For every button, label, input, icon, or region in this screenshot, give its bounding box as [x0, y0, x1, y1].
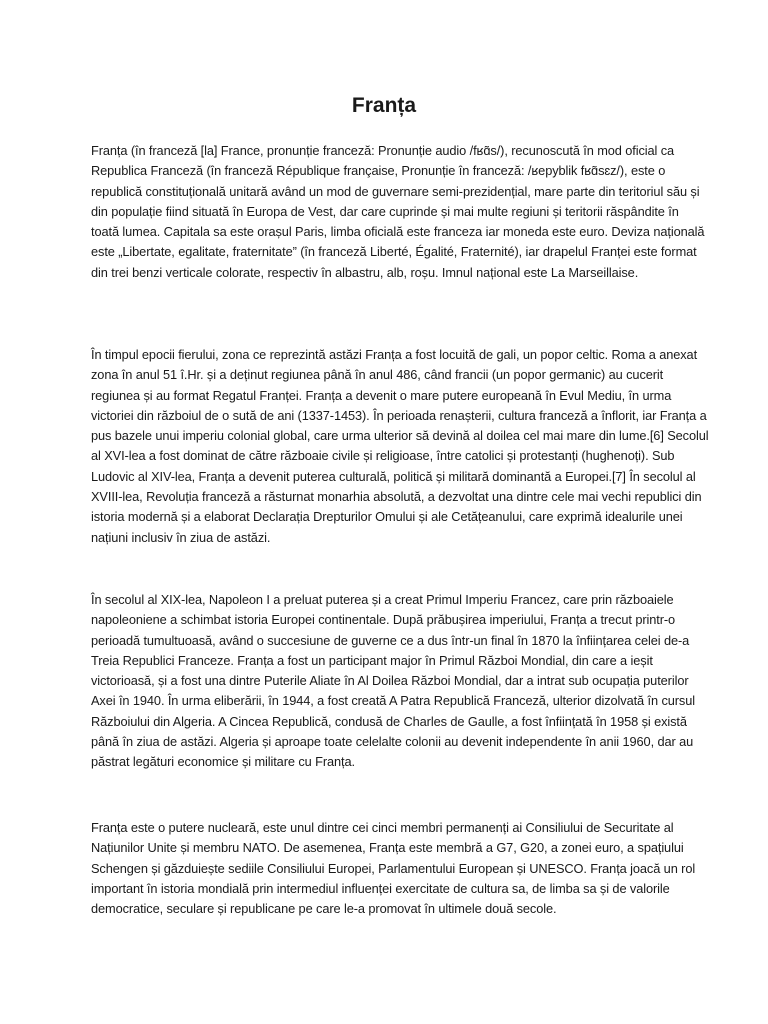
- page-title: Franța: [351, 94, 417, 117]
- paragraph-history-early: În timpul epocii fierului, zona ce reprezintă astăzi Franța a fost locuită de gali, un popor celtic. Roma a anexat zona în anul 51 î.Hr. și a deținut regiunea până în anul 486, când francii (un popor germanic) au cucerit regiunea și au format Regatul Franței. Franța a devenit o mare putere europeană în Evul Mediu, în urma victoriei din războiul de o sută de ani (1337-1453). În perioada renașterii, cultura franceză a înflorit, iar Franța a pus bazele unui imperiu colonial global, care urma ulterior să devină al doilea cel mai mare din lume.[6] Secolul al XVI-lea a fost dominat de către războaie civile și religioase, între catolici și protestanți (hughenoți). Sub Ludovic al XIV-lea, Franța a devenit puterea culturală, politică și militară dominantă a Europei.[7] În secolul al XVIII-lea, Revoluția franceză a răsturnat monarhia absolută, a dezvoltat una dintre cele mai vechi republici din istoria modernă și a elaborat Declarația Drepturilor Omului și ale Cetățeanului, care exprimă idealurile unei națiuni inclusiv în ziua de astăzi.: [91, 347, 709, 545]
- paragraph-intro: Franța (în franceză [la] France, pronunție franceză: Pronunție audio /fʁɑ̃s/), recunoscută în mod oficial ca Republica Franceză (în franceză République française, Pronunție în franceză: /ʁepyblik fʁɑ̃sɛz/), este o republică constituțională unitară având un mod de guvernare semi-prezidențial, mare parte din teritoriul său și din populație fiind situată în Europa de Vest, dar care cuprinde și mai multe regiuni și teritorii răspândite în toată lumea. Capitala sa este orașul Paris, limba oficială este franceza iar moneda este euro. Deviza națională este „Libertate, egalitate, fraternitate” (în franceză Liberté, Égalité, Fraternité), iar drapelul Franței este format din trei benzi verticale colorate, respectiv în albastru, alb, roșu. Imnul național este La Marseillaise.: [91, 143, 705, 280]
- paragraph-history-modern: În secolul al XIX-lea, Napoleon I a preluat puterea și a creat Primul Imperiu Francez, care prin războaiele napoleoniene a schimbat istoria Europei continentale. După prăbușirea imperiului, Franța a trecut printr-o perioadă tumultuoasă, având o succesiune de guverne ce a dus într-un final în 1870 la înființarea celei de-a Treia Republici Franceze. Franța a fost un participant major în Primul Război Mondial, din care a ieșit victorioasă, și a fost una dintre Puterile Aliate în Al Doilea Război Mondial, dar a intrat sub ocupația puterilor Axei în 1940. În urma eliberării, în 1944, a fost creată A Patra Republică Franceză, ulterior dizolvată în cursul Războiului din Algeria. A Cincea Republică, condusă de Charles de Gaulle, a fost înființată în 1958 și există până în ziua de astăzi. Algeria și aproape toate celelalte colonii au devenit independente în anii 1960, dar au păstrat legături economice și militare cu Franța.: [91, 592, 695, 770]
- paragraph-present: Franța este o putere nucleară, este unul dintre cei cinci membri permanenți ai Consiliului de Securitate al Națiunilor Unite și membru NATO. De asemenea, Franța este membră a G7, G20, a zonei euro, a spațiului Schengen și găzduiește sediile Consiliului Europei, Parlamentului European și UNESCO. Franța joacă un rol important în istoria mondială prin intermediul influenței exercitate de cultura sa, de limba sa și de valorile democratice, seculare și republicane pe care le-a promovat în ultimele două secole.: [91, 820, 696, 917]
